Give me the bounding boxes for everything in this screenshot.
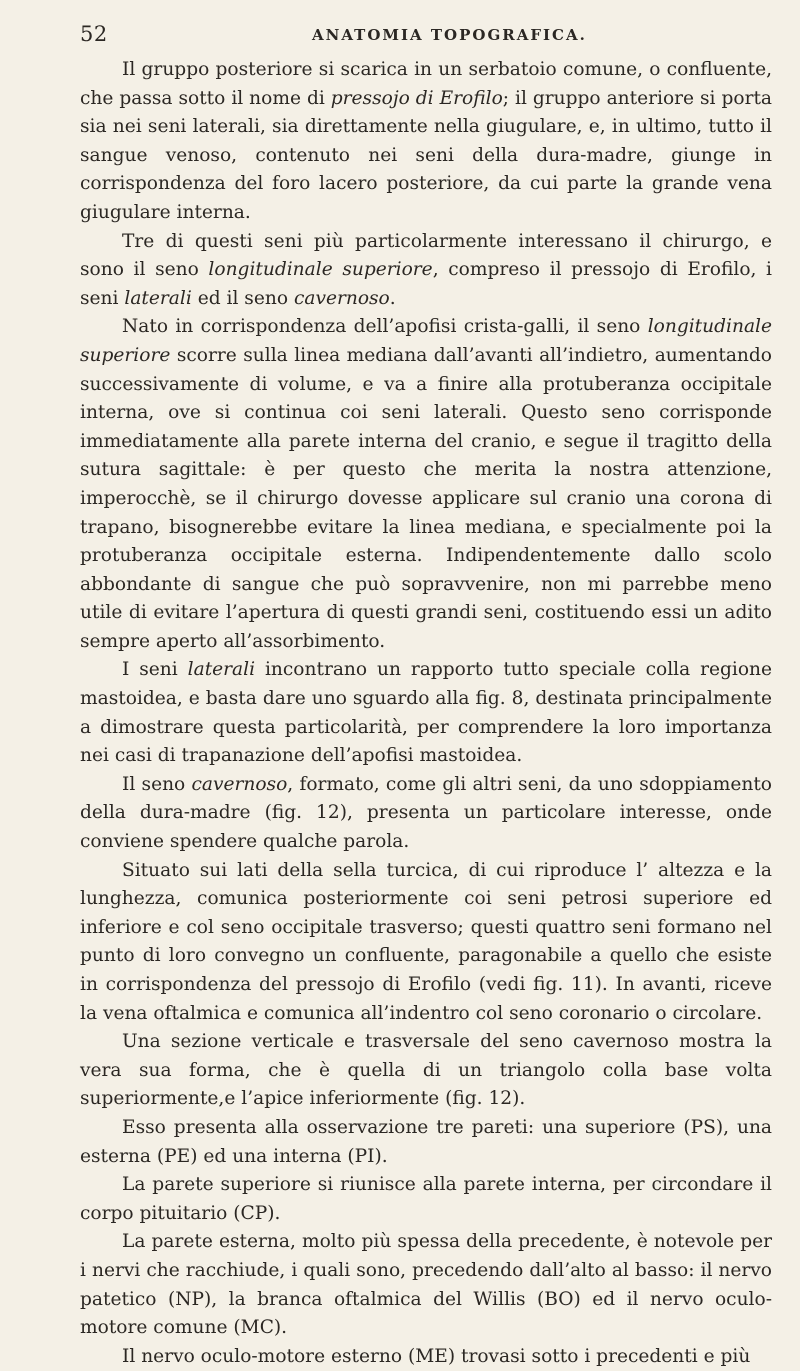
text-run: Nato in corrispondenza dell’apofisi crista-galli, il seno [122,316,648,338]
paragraph [80,1171,772,1228]
running-head: ANATOMIA TOPOGRAFICA. [312,26,587,44]
text-run: La parete esterna, molto più spessa della precedente, è notevole per i nervi che racchiude, i quali sono, precedendo dall’alto al basso: il nervo patetico (NP), la branca oftalmica del Willis (BO) ed il nervo oculo-motore comune (MC). [80,1231,772,1339]
paragraph [80,1228,772,1342]
italic-term: cavernoso [293,287,390,309]
paragraph [80,313,772,656]
italic-term: longitudinale superiore [80,316,772,366]
text-run: La parete superiore si riunisce alla parete interna, per circondare il corpo pituitario (CP). [80,1174,772,1224]
text-run: Una sezione verticale e trasversale del seno cavernoso mostra la vera sua forma, che è quella di un triangolo colla base volta superiormente,e l’apice inferiormente (fig. 12). [80,1031,772,1110]
text-run: incontrano un rapporto tutto speciale colla regione mastoidea, e basta dare uno sguardo alla fig. 8, destinata principalmente a dimostrare questa particolarità, per comprendere la loro importanza nei casi di trapanazione dell’apofisi mastoidea. [80,659,772,767]
page-header [80,18,770,50]
italic-term: longitudinale superiore [208,259,433,281]
text-run: . [389,287,396,309]
text-run: , formato, come gli altri seni, da uno sdoppiamento della dura-madre (fig. 12), presenta un particolare interesse, onde conviene spendere qualche parola. [80,773,772,853]
italic-term: pressojo di Erofilo [330,87,503,109]
paragraph [80,656,772,770]
text-run: Situato sui lati della sella turcica, di cui riproduce l’ altezza e la lunghezza, comunica posteriormente coi seni petrosi superiore ed inferiore e col seno occipitale trasverso; questi quattro seni formano nel punto di loro convegno un confluente, paragonabile a quello che esiste in corrispondenza del pressojo di Erofilo (vedi fig. 11). In avanti, riceve la vena oftalmica e comunica all’indentro col seno coronario o circolare. [80,859,772,1024]
italic-term: laterali [187,659,256,681]
text-run: , compreso il pressojo di Erofilo, i seni [80,259,773,309]
italic-term: laterali [124,287,192,309]
paragraph [80,857,772,1029]
text-run: Il seno [122,773,192,795]
paragraph [80,56,772,228]
text-run: Tre di questi seni più particolarmente interessano il chirurgo, e sono il seno [80,230,772,281]
paragraph [80,1343,772,1371]
paragraph [80,771,772,857]
text-run: ; il gruppo anteriore si porta sia nei seni laterali, sia direttamente nella giugulare, e, in ultimo, tutto il sangue venoso, contenuto nei seni della dura-madre, giunge in corrispondenza del foro lacero posteriore, da cui parte la grande vena giugulare interna. [80,87,773,223]
text-run: Il gruppo posteriore si scarica in un serbatoio comune, o confluente, che passa sotto il nome di [80,59,772,109]
page-number: 52 [80,22,108,46]
text-run: Il nervo oculo-motore esterno (ME) trovasi sotto i precedenti e più [122,1345,751,1367]
paragraph [80,1028,772,1114]
italic-term: cavernoso [191,773,288,795]
paragraph [80,1114,772,1171]
text-run: Esso presenta alla osservazione tre pareti: una superiore (PS), una esterna (PE) ed una interna (PI). [80,1116,772,1167]
paragraph [80,228,772,314]
body-text [80,56,772,1371]
text-run: ed il seno [191,287,294,309]
text-run: I seni [122,659,188,681]
text-run: scorre sulla linea mediana dall’avanti all’indietro, aumentando successivamente di volume, e va a finire alla protuberanza occipitale interna, ove si continua coi seni laterali. Questo seno corrisponde immediatamente alla parete interna del cranio, e segue il tragitto della sutura sagittale: è per questo che merita la nostra attenzione, imperocchè, se il chirurgo dovesse applicare sul cranio una corona di trapano, bisognerebbe evitare la linea mediana, e specialmente poi la protuberanza occipitale esterna. Indipendentemente dallo scolo abbondante di sangue che può sopravvenire, non mi parrebbe meno utile di evitare l’apertura di questi grandi seni, costituendo essi un adito sempre aperto all’assorbimento. [80,344,772,652]
